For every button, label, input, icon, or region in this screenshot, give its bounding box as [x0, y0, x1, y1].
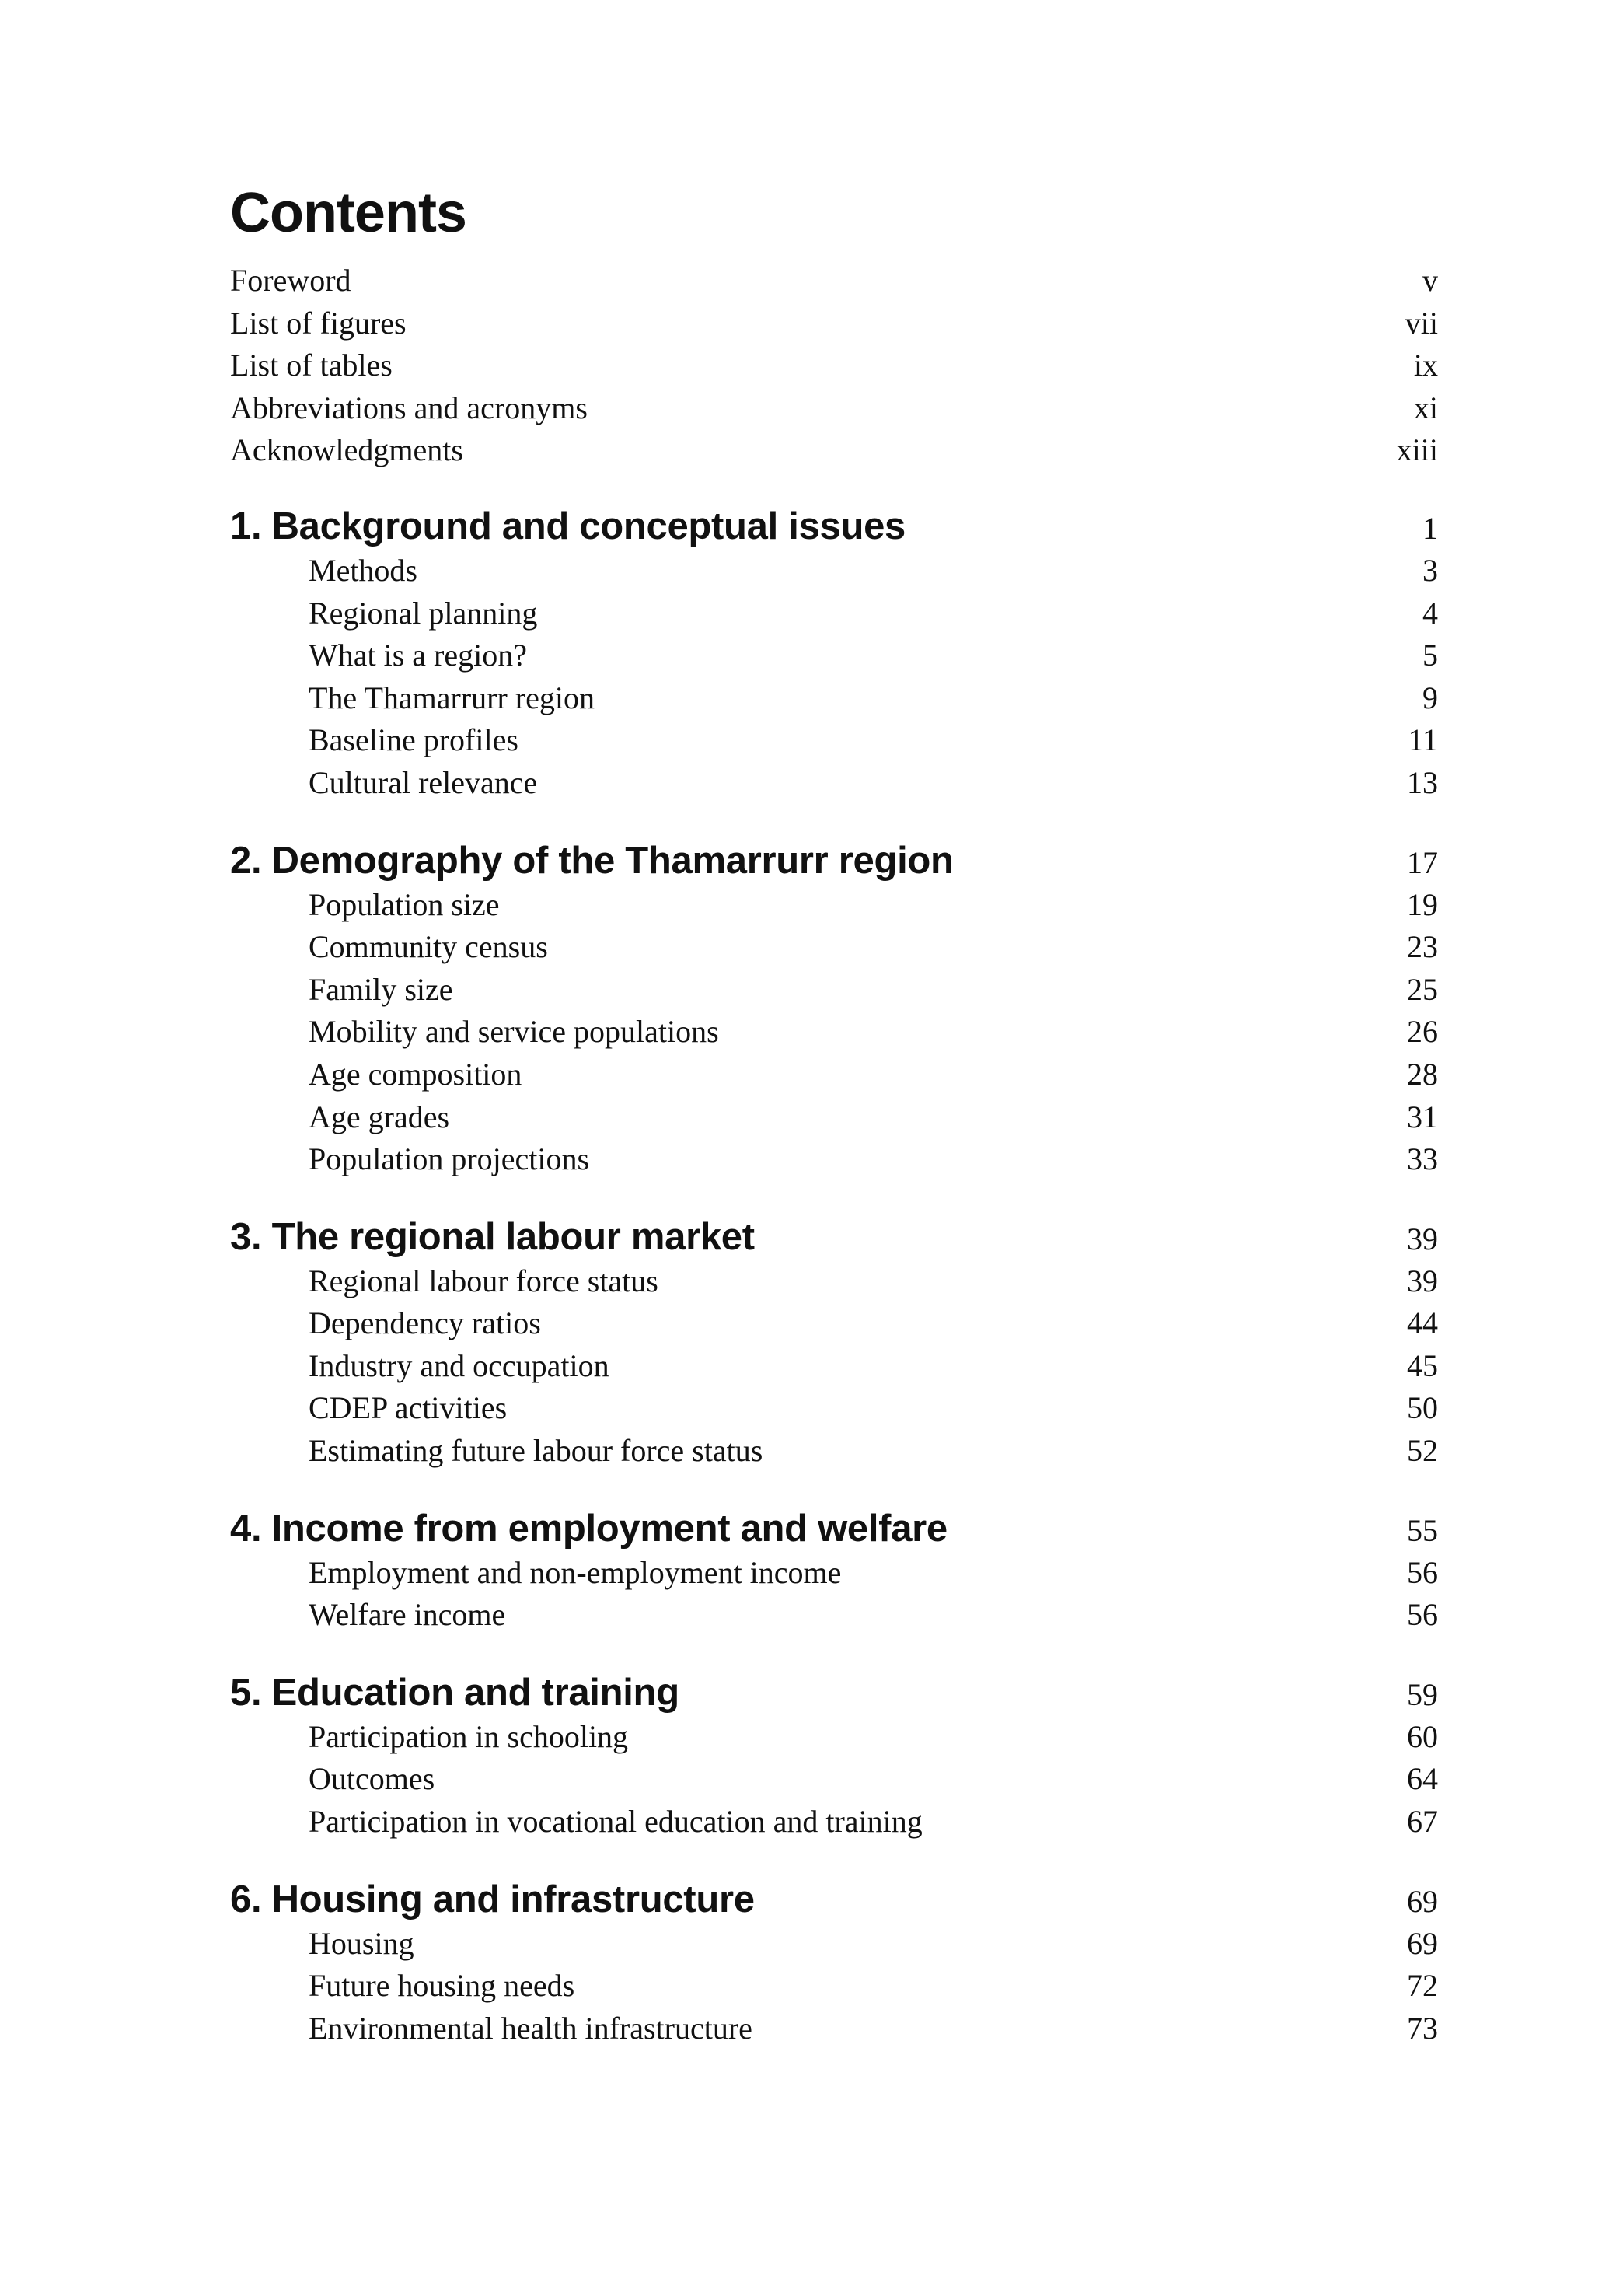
- section-page: 4: [1422, 595, 1438, 631]
- section-page: 9: [1422, 680, 1438, 715]
- section-label: CDEP activities: [309, 1390, 508, 1426]
- toc-section[interactable]: [230, 1594, 1438, 1637]
- section-label: Cultural relevance: [309, 764, 538, 800]
- section-label: Family size: [309, 971, 453, 1007]
- chapter-1: [230, 503, 1438, 805]
- section-page: 50: [1407, 1390, 1438, 1426]
- toc-section[interactable]: [230, 1387, 1438, 1430]
- chapter-heading[interactable]: [230, 503, 1438, 550]
- section-label: Community census: [309, 929, 548, 965]
- section-label: What is a region?: [309, 638, 527, 673]
- toc-entry[interactable]: [230, 260, 1438, 302]
- chapter-title: 1. Background and conceptual issues: [230, 505, 906, 547]
- section-page: 52: [1407, 1433, 1438, 1469]
- toc-entry[interactable]: [230, 429, 1438, 472]
- toc-section[interactable]: [230, 1758, 1438, 1801]
- toc-section[interactable]: [230, 1054, 1438, 1096]
- toc-entry-label: List of tables: [230, 348, 393, 383]
- section-label: Age composition: [309, 1056, 522, 1092]
- section-label: Regional labour force status: [309, 1263, 658, 1298]
- section-label: Housing: [309, 1925, 414, 1961]
- toc-section[interactable]: [230, 926, 1438, 969]
- section-label: Dependency ratios: [309, 1305, 541, 1341]
- section-page: 72: [1407, 1968, 1438, 2004]
- toc-entry-label: Acknowledgments: [230, 432, 463, 468]
- chapter-title: 3. The regional labour market: [230, 1215, 755, 1258]
- section-page: 67: [1407, 1804, 1438, 1840]
- toc-entry-label: Foreword: [230, 263, 351, 298]
- toc-section[interactable]: [230, 1138, 1438, 1181]
- toc-section[interactable]: [230, 1302, 1438, 1345]
- chapter-page: 69: [1407, 1883, 1438, 1919]
- toc-section[interactable]: [230, 1801, 1438, 1843]
- toc-section[interactable]: [230, 634, 1438, 677]
- chapter-2: [230, 837, 1438, 1181]
- chapter-page: 17: [1407, 844, 1438, 880]
- section-page: 60: [1407, 1718, 1438, 1754]
- chapter-heading[interactable]: [230, 1876, 1438, 1923]
- section-label: Participation in vocational education and training: [309, 1804, 923, 1840]
- section-page: 11: [1408, 722, 1438, 758]
- toc-section[interactable]: [230, 1923, 1438, 1966]
- section-page: 39: [1407, 1263, 1438, 1298]
- page-title: Contents: [230, 182, 466, 244]
- section-page: 13: [1407, 764, 1438, 800]
- toc-section[interactable]: [230, 1430, 1438, 1473]
- toc-section[interactable]: [230, 2008, 1438, 2050]
- contents-page: [230, 182, 1438, 2050]
- toc-entry-label: List of figures: [230, 305, 407, 341]
- chapter-title: 6. Housing and infrastructure: [230, 1878, 755, 1920]
- section-label: Environmental health infrastructure: [309, 2010, 752, 2046]
- section-page: 73: [1407, 2010, 1438, 2046]
- section-page: 56: [1407, 1554, 1438, 1590]
- section-label: Methods: [309, 552, 417, 588]
- toc-section[interactable]: [230, 1011, 1438, 1054]
- chapter-heading[interactable]: [230, 1669, 1438, 1716]
- toc-entry-page: v: [1422, 263, 1438, 298]
- section-page: 5: [1422, 638, 1438, 673]
- section-label: Population size: [309, 886, 500, 922]
- section-page: 69: [1407, 1925, 1438, 1961]
- section-page: 44: [1407, 1305, 1438, 1341]
- section-page: 28: [1407, 1056, 1438, 1092]
- chapter-4: [230, 1505, 1438, 1637]
- toc-entry[interactable]: [230, 302, 1438, 345]
- section-page: 25: [1407, 971, 1438, 1007]
- toc-entry-page: ix: [1413, 348, 1438, 383]
- chapter-page: 59: [1407, 1676, 1438, 1712]
- section-label: Participation in schooling: [309, 1718, 629, 1754]
- section-label: Mobility and service populations: [309, 1014, 719, 1050]
- toc-entry-page: xiii: [1396, 432, 1438, 468]
- section-page: 3: [1422, 552, 1438, 588]
- toc-section[interactable]: [230, 719, 1438, 762]
- section-label: The Thamarrurr region: [309, 680, 595, 715]
- chapter-3: [230, 1214, 1438, 1473]
- toc-section[interactable]: [230, 762, 1438, 805]
- section-page: 45: [1407, 1347, 1438, 1383]
- toc-entry-page: xi: [1413, 390, 1438, 425]
- chapter-page: 55: [1407, 1512, 1438, 1548]
- toc-section[interactable]: [230, 677, 1438, 720]
- section-label: Future housing needs: [309, 1968, 575, 2004]
- toc-entry-page: vii: [1405, 305, 1438, 341]
- section-page: 19: [1407, 886, 1438, 922]
- toc-section[interactable]: [230, 1716, 1438, 1759]
- section-label: Estimating future labour force status: [309, 1433, 763, 1469]
- section-label: Baseline profiles: [309, 722, 518, 758]
- section-label: Regional planning: [309, 595, 538, 631]
- section-page: 64: [1407, 1761, 1438, 1797]
- toc-section[interactable]: [230, 1096, 1438, 1139]
- front-matter-list: [230, 260, 1438, 472]
- toc-entry[interactable]: [230, 387, 1438, 430]
- section-label: Age grades: [309, 1099, 450, 1134]
- section-page: 26: [1407, 1014, 1438, 1050]
- toc-entry[interactable]: [230, 344, 1438, 387]
- chapter-heading[interactable]: [230, 1214, 1438, 1260]
- toc-section[interactable]: [230, 550, 1438, 592]
- section-label: Welfare income: [309, 1597, 506, 1633]
- toc-section[interactable]: [230, 969, 1438, 1012]
- section-label: Industry and occupation: [309, 1347, 609, 1383]
- chapter-page: 39: [1407, 1221, 1438, 1256]
- chapter-6: [230, 1876, 1438, 2050]
- chapter-title: 2. Demography of the Thamarrurr region: [230, 839, 954, 882]
- chapter-heading[interactable]: [230, 1505, 1438, 1552]
- toc-section[interactable]: [230, 1260, 1438, 1303]
- toc-section[interactable]: [230, 592, 1438, 635]
- toc-section[interactable]: [230, 1345, 1438, 1388]
- section-page: 56: [1407, 1597, 1438, 1633]
- section-label: Outcomes: [309, 1761, 435, 1797]
- toc-entry-label: Abbreviations and acronyms: [230, 390, 588, 425]
- chapter-heading[interactable]: [230, 837, 1438, 884]
- section-page: 23: [1407, 929, 1438, 965]
- section-page: 33: [1407, 1141, 1438, 1177]
- chapter-title: 4. Income from employment and welfare: [230, 1507, 948, 1550]
- section-label: Employment and non-employment income: [309, 1554, 842, 1590]
- chapter-title: 5. Education and training: [230, 1671, 679, 1714]
- chapter-5: [230, 1669, 1438, 1843]
- section-label: Population projections: [309, 1141, 590, 1177]
- toc-section[interactable]: [230, 1965, 1438, 2008]
- section-page: 31: [1407, 1099, 1438, 1134]
- toc-section[interactable]: [230, 1552, 1438, 1595]
- toc-section[interactable]: [230, 884, 1438, 927]
- chapter-page: 1: [1422, 510, 1438, 546]
